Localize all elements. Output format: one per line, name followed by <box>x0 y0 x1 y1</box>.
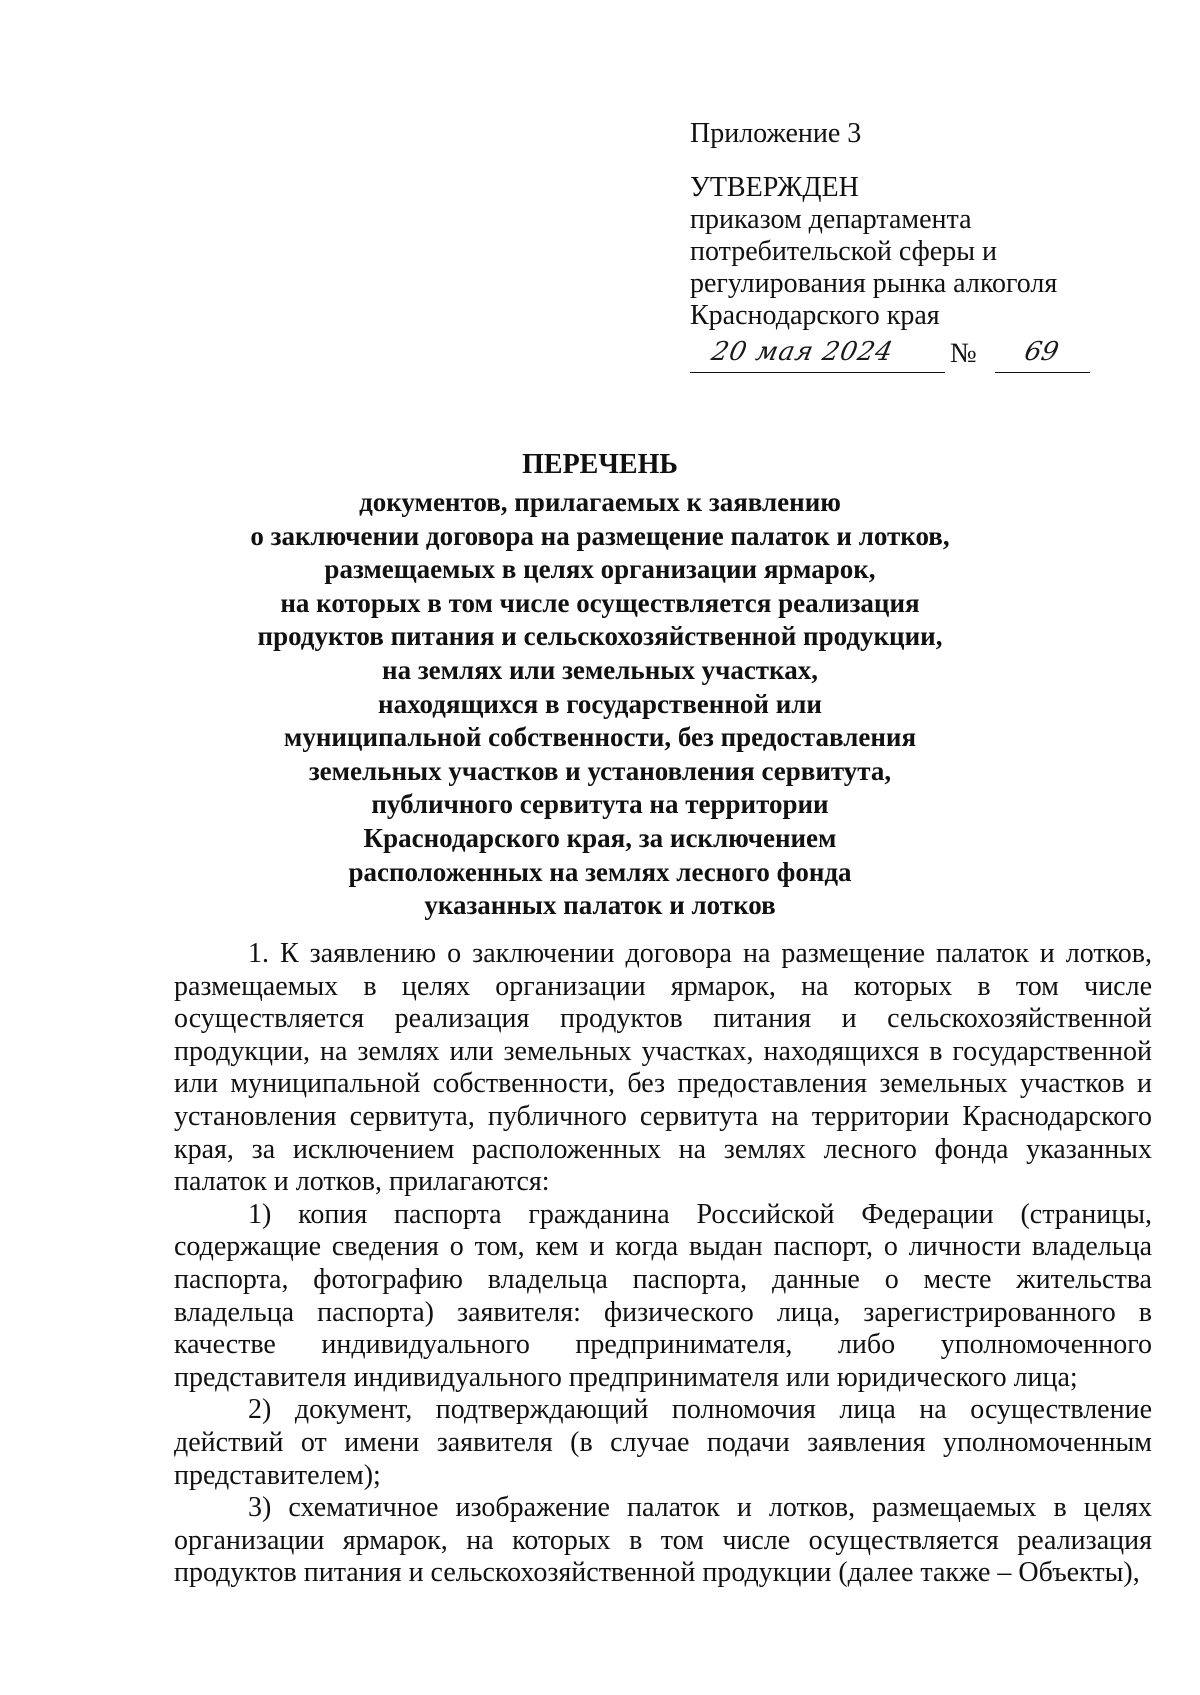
order-date-number-row <box>690 336 1090 376</box>
approver-line: Краснодарского края <box>690 300 940 331</box>
order-date-handwritten: 20 мая 2024 <box>708 337 897 367</box>
body-paragraph: 2) документ, подтверждающий полномочия лица на осуществление действий от имени заявителя (в случае подачи заявления уполномоченным представителем); <box>174 1394 1152 1491</box>
appendix-label: Приложение 3 <box>690 118 862 149</box>
title-line: муниципальной собственности, без предоставления <box>283 722 917 753</box>
document-title <box>150 448 1050 923</box>
approved-label: УТВЕРЖДЕН <box>690 172 859 203</box>
title-line: на которых в том числе осуществляется реализация <box>280 587 920 618</box>
body-paragraph: 1. К заявлению о заключении договора на размещение палаток и лотков, размещаемых в целях организации ярмарок, на которых в том числе осуществляется реализация продуктов питания и сельскохозяйственной продукции, на землях или земельных участках, находящихся в государственной или муниципальной собственности, без предоставления земельных участков и установления сервитута, публичного сервитута на территории Краснодарского края, за исключением расположенных на землях лесного фонда указанных палаток и лотков, прилагаются: <box>174 938 1152 1198</box>
title-line: находящихся в государственной или <box>378 688 822 719</box>
order-number-handwritten: 69 <box>1021 337 1062 367</box>
body-paragraph: 1) копия паспорта гражданина Российской Федерации (страницы, содержащие сведения о том, кем и когда выдан паспорт, о личности владельца паспорта, фотографию владельца паспорта, данные о месте жительства владельца паспорта) заявителя: физического лица, зарегистрированного в качестве индивидуального предпринимателя, либо уполномоченного представителя индивидуального предпринимателя или юридического лица; <box>174 1198 1152 1393</box>
title-heading: ПЕРЕЧЕНЬ <box>522 449 678 480</box>
approver-line: приказом департамента <box>690 204 972 235</box>
document-body <box>174 938 1152 1590</box>
title-line: размещаемых в целях организации ярмарок, <box>324 554 876 585</box>
title-line: земельных участков и установления сервитута, <box>308 755 892 786</box>
title-line: Краснодарского края, за исключением <box>363 822 837 853</box>
title-line: указанных палаток и лотков <box>424 890 776 921</box>
title-line: продуктов питания и сельскохозяйственной продукции, <box>257 621 943 652</box>
title-line: расположенных на землях лесного фонда <box>348 856 852 887</box>
title-line: о заключении договора на размещение палаток и лотков, <box>250 520 950 551</box>
number-sign: № <box>950 338 977 369</box>
title-line: на землях или земельных участках, <box>382 654 818 685</box>
approver-line: регулирования рынка алкоголя <box>690 268 1058 299</box>
approval-block <box>690 118 1130 376</box>
approver-line: потребительской сферы и <box>690 236 997 267</box>
body-paragraph: 3) схематичное изображение палаток и лотков, размещаемых в целях организации ярмарок, на которых в том числе осуществляется реализация продуктов питания и сельскохозяйственной продукции (далее также – Объекты), <box>174 1492 1152 1589</box>
title-line: документов, прилагаемых к заявлению <box>359 487 841 517</box>
title-line: публичного сервитута на территории <box>371 789 829 820</box>
order-date-field <box>690 336 945 373</box>
order-number-field <box>995 336 1090 373</box>
